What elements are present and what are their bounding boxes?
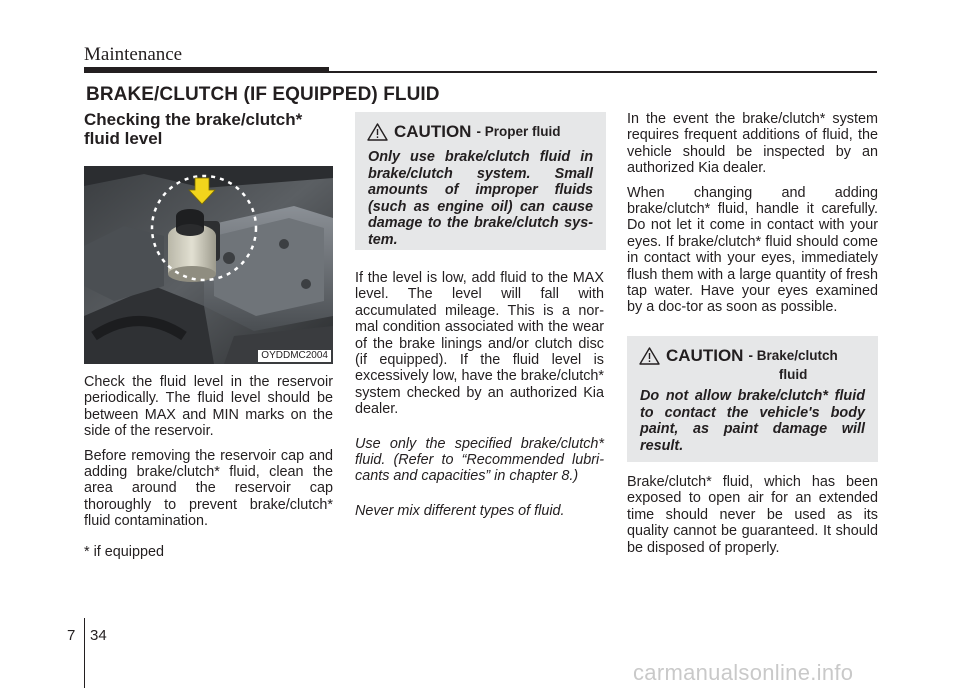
section-title: BRAKE/CLUTCH (IF EQUIPPED) FLUID [86,84,440,105]
caution-box-proper-fluid [355,112,606,250]
footer-divider [84,618,85,688]
paragraph: Brake/clutch* fluid, which has been exposed to open air for an extended time should never be used as its quality cannot be guaranteed. It should be disposed of properly. [627,474,878,556]
header-rule-thin [329,71,877,73]
column-2 [355,270,604,527]
header-rule-thick [84,67,329,73]
caution-text: Do not allow brake/clutch* fluid to contact the vehicle's body paint, as paint damage will result. [640,388,865,454]
column-3-bottom [627,474,878,564]
paragraph-italic: Never mix different types of fluid. [355,502,565,519]
paragraph: When changing and adding brake/clutch* fluid, handle it carefully. Do not let it come in contact with your eyes. If brake/clutch* fluid should come in contact with your eyes, immediately flush them with a large quantity of fresh tap water. Have your eyes examined by a doc-tor as soon as possible. [627,184,878,316]
caution-heading [367,122,596,141]
watermark: carmanualsonline.info [633,660,854,685]
caution-sub [748,346,837,384]
caution-word: CAUTION [666,346,744,365]
paragraph: If the level is low, add fluid to the MAX level. The level will fall with accumulated mileage. This is a nor-mal condition associated with the wear of the brake linings and/or clutch disc (if equipped). If the fluid level is excessively low, have the brake/clutch* system checked by an authorized Kia dealer. [355,270,604,418]
engine-illustration [84,166,333,364]
caution-heading [639,346,868,384]
header-title: Maintenance [84,44,183,65]
caution-word: CAUTION [394,122,472,141]
warning-triangle-icon [639,347,660,365]
caution-sub: - Proper fluid [476,124,561,139]
caution-sub-line2: fluid [778,367,808,382]
caution-text: Only use brake/clutch fluid in brake/clutch system. Small amounts of improper fluids (such as engine oil) can cause damage to the brake/clutch sys-tem. [368,149,593,248]
column-3 [627,111,878,324]
column-1 [84,110,333,568]
paragraph: Check the fluid level in the reservoir periodically. The fluid level should be between MAX and MIN marks on the side of the reservoir. [84,374,333,440]
chapter-number: 7 [67,627,76,644]
footnote: * if equipped [84,543,165,560]
paragraph: Before removing the reservoir cap and adding brake/clutch* fluid, clean the area around the reservoir cap thoroughly to prevent brake/clutch* fluid contamination. [84,447,333,530]
engine-photo [84,166,333,364]
photo-code: OYDDMC2004 [258,350,331,362]
paragraph: In the event the brake/clutch* system requires frequent additions of fluid, the vehicle should be inspected by an authorized Kia dealer. [627,111,878,177]
paragraph-italic: Use only the specified brake/clutch* fluid. (Refer to “Recommended lubri-cants and capacities” in chapter 8.) [355,435,604,485]
subhead: Checking the brake/clutch* fluid level [84,110,303,148]
caution-box-brake-clutch-fluid [627,336,878,462]
page-number: 34 [90,627,107,644]
warning-triangle-icon [367,123,388,141]
caution-sub-line1: - Brake/clutch [748,348,838,363]
